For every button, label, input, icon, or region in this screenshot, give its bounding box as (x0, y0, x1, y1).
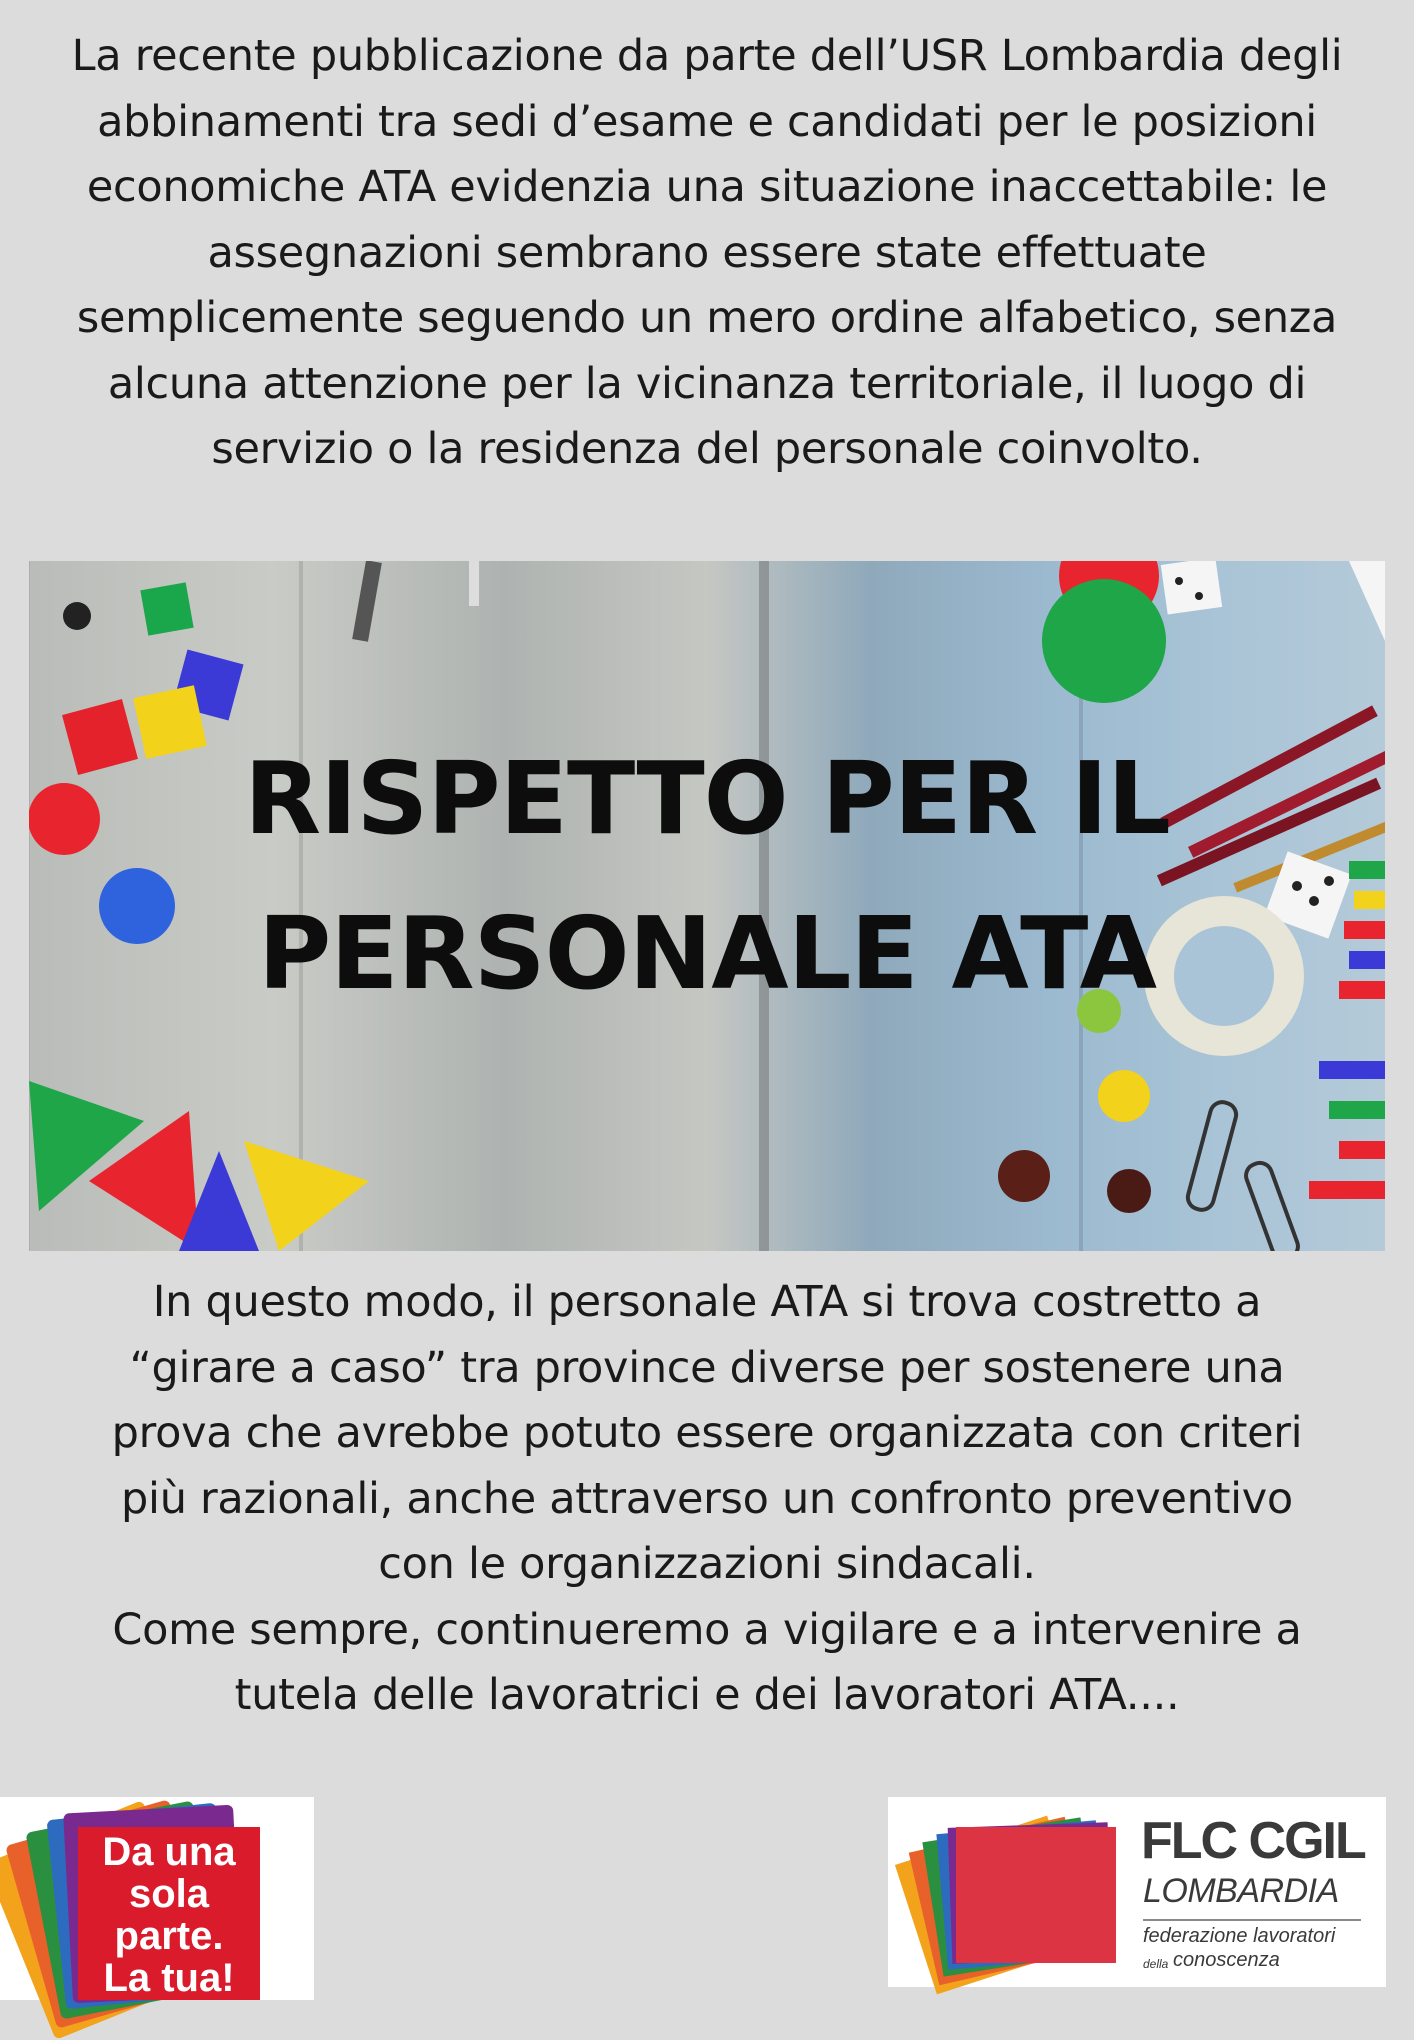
intro-line: economiche ATA evidenzia una situazione inaccettabile: le (86, 162, 1328, 212)
intro-line: semplicemente seguendo un mero ordine alfabetico, senza (76, 293, 1338, 343)
org-name: FLC CGIL (1141, 1812, 1365, 1870)
body-line: “girare a caso” tra province diverse per sostenere una (129, 1342, 1285, 1393)
divider (1143, 1919, 1361, 1921)
slogan-line: Da una (102, 1830, 236, 1874)
slogan-line: La tua! (103, 1956, 235, 2000)
intro-paragraph (40, 24, 1374, 483)
body-line: In questo modo, il personale ATA si trova costretto a (152, 1277, 1262, 1327)
body-line: tutela delle lavoratrici e dei lavoratori ATA.... (234, 1670, 1180, 1720)
org-federation: federazione lavoratori (1143, 1925, 1336, 1947)
slogan-logo (0, 1797, 314, 2000)
body-line: prova che avrebbe potuto essere organizzata con criteri (111, 1408, 1303, 1458)
intro-line: La recente pubblicazione da parte dell’USR Lombardia degli (71, 31, 1343, 81)
hero-title (29, 721, 1385, 1031)
intro-line: abbinamenti tra sedi d’esame e candidati per le posizioni (97, 96, 1317, 147)
body-paragraph (60, 1270, 1354, 1729)
org-della: della (1143, 1957, 1169, 1971)
org-conoscenza: conoscenza (1173, 1949, 1280, 1971)
intro-line: assegnazioni sembrano essere state effettuate (207, 227, 1207, 278)
body-line: Come sempre, continueremo a vigilare e a intervenire a (112, 1604, 1302, 1655)
slogan-line: parte. (114, 1914, 224, 1958)
body-line: più razionali, anche attraverso un confronto preventivo (121, 1473, 1293, 1524)
hero-title-line: PERSONALE ATA (257, 895, 1157, 1012)
body-line: con le organizzazioni sindacali. (378, 1539, 1036, 1589)
logo-red-square (956, 1827, 1116, 1963)
slogan-line: sola (128, 1872, 210, 1916)
hero-title-line: RISPETTO PER IL (244, 740, 1170, 857)
slogan-box (78, 1827, 260, 2000)
intro-line: alcuna attenzione per la vicinanza territoriale, il luogo di (107, 358, 1307, 409)
hero-banner-image (29, 561, 1385, 1251)
org-region: LOMBARDIA (1143, 1872, 1339, 1910)
flc-cgil-logo (888, 1797, 1386, 1987)
intro-line: servizio o la residenza del personale coinvolto. (211, 424, 1203, 474)
